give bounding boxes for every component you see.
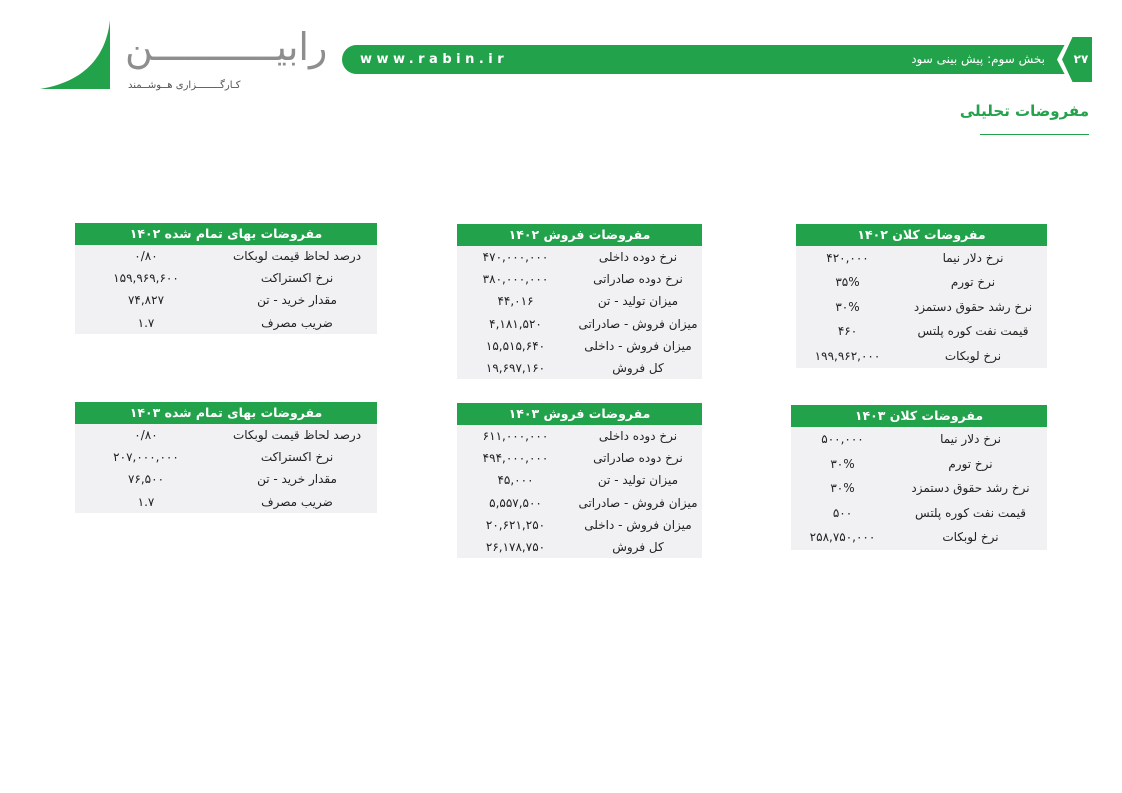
row-value: ۳۰%	[830, 456, 855, 471]
table-row	[457, 492, 702, 514]
section-title: بخش سوم: پیش بینی سود	[911, 52, 1045, 66]
row-label: مقدار خرید - تن	[257, 293, 337, 308]
table-row	[457, 246, 702, 268]
row-label: ضریب مصرف	[261, 315, 333, 330]
row-label: نرخ دوده داخلی	[598, 429, 678, 443]
row-label: نرخ دوده صادراتی	[593, 272, 683, 287]
table-row	[457, 425, 702, 447]
row-value: ۳۰%	[830, 481, 855, 496]
table-body	[75, 245, 377, 334]
row-label: درصد لحاظ قیمت لوبکات	[232, 249, 362, 263]
table-row	[796, 344, 1047, 368]
row-value: ۴۴,۰۱۶	[497, 294, 534, 309]
row-value: ۵۰۰,۰۰۰	[821, 432, 864, 446]
table-row	[75, 267, 377, 289]
table-row	[457, 357, 702, 379]
heading-underline	[980, 134, 1089, 135]
table-title: مفروضات فروش ۱۴۰۲	[457, 224, 702, 246]
row-label: نرخ رشد حقوق دستمزد	[911, 481, 1030, 496]
table-body	[796, 246, 1047, 368]
row-value: ۳۵%	[835, 275, 860, 290]
row-label: کل فروش	[612, 539, 664, 554]
table-row	[75, 491, 377, 513]
site-url-link[interactable]: www.rabin.ir	[360, 52, 509, 67]
table-row	[791, 452, 1047, 477]
row-label: درصد لحاظ قیمت لوبکات	[232, 428, 362, 442]
table-title: مفروضات بهای تمام شده ۱۴۰۳	[75, 402, 377, 424]
row-label: نرخ دلار نیما	[942, 251, 1004, 265]
row-label: نرخ لوبکات	[942, 530, 999, 545]
table-title: مفروضات کلان ۱۴۰۲	[796, 224, 1047, 246]
row-value: ۱۹۹,۹۶۲,۰۰۰	[814, 348, 881, 363]
header-bar	[342, 45, 1093, 74]
row-value: ۴۶۰	[837, 324, 858, 339]
row-label: نرخ دوده داخلی	[598, 250, 678, 264]
row-label: میزان فروش - صادراتی	[578, 495, 698, 510]
row-label: نرخ تورم	[950, 275, 996, 290]
row-value: ۷۶,۵۰۰	[127, 472, 165, 487]
row-value: ۱۹,۶۹۷,۱۶۰	[485, 360, 546, 375]
table-row	[75, 289, 377, 311]
row-value: ۲۵۸,۷۵۰,۰۰۰	[809, 530, 876, 545]
row-value: ۵,۵۵۷,۵۰۰	[489, 495, 542, 510]
table-row	[791, 501, 1047, 526]
table-row	[457, 268, 702, 290]
table-row	[791, 427, 1047, 452]
row-label: مقدار خرید - تن	[257, 472, 337, 487]
table-macro-1403	[791, 405, 1047, 550]
table-row	[796, 319, 1047, 343]
table-body	[75, 424, 377, 513]
row-value: ۲۰,۶۲۱,۲۵۰	[485, 517, 546, 532]
row-label: میزان فروش - صادراتی	[578, 316, 698, 331]
row-label: میزان تولید - تن	[597, 473, 679, 488]
page-heading: مفروضات تحلیلی	[959, 102, 1089, 120]
row-label: میزان تولید - تن	[597, 294, 679, 309]
row-value: ۷۴,۸۲۷	[127, 293, 165, 308]
row-value: ۳۸۰,۰۰۰,۰۰۰	[482, 272, 549, 287]
row-label: میزان فروش - داخلی	[584, 338, 692, 353]
row-value: ۴۷۰,۰۰۰,۰۰۰	[482, 250, 549, 264]
row-value: ۴۲۰,۰۰۰	[826, 251, 869, 265]
brand-name: رابیـــــــــــن	[125, 25, 328, 69]
table-title: مفروضات بهای تمام شده ۱۴۰۲	[75, 223, 377, 245]
table-sales-1403	[457, 403, 702, 558]
row-value: ۴۵,۰۰۰	[497, 473, 534, 488]
table-row	[75, 312, 377, 334]
page-number: ۲۷	[1073, 52, 1089, 66]
row-value: ۲۶,۱۷۸,۷۵۰	[485, 539, 546, 554]
brand-tagline: کـارگــــــــزاری هــوشــمند	[128, 80, 241, 91]
row-value: ۳۰%	[835, 299, 860, 314]
row-label: نرخ دلار نیما	[940, 432, 1001, 446]
table-sales-1402	[457, 224, 702, 379]
row-value: ۰/۸۰	[134, 428, 158, 442]
row-label: نرخ رشد حقوق دستمزد	[913, 299, 1033, 314]
row-value: ۴۹۴,۰۰۰,۰۰۰	[482, 451, 549, 466]
table-title: مفروضات کلان ۱۴۰۳	[791, 405, 1047, 427]
row-label: نرخ دوده صادراتی	[593, 451, 683, 466]
row-label: نرخ لوبکات	[944, 348, 1002, 363]
row-value: ۱.۷	[137, 315, 155, 330]
row-label: کل فروش	[612, 360, 664, 375]
table-row	[75, 468, 377, 490]
table-row	[457, 536, 702, 558]
row-label: نرخ اکستراکت	[260, 271, 334, 286]
table-cost-1403	[75, 402, 377, 513]
table-body	[457, 425, 702, 558]
table-row	[75, 245, 377, 267]
row-value: ۱۵,۵۱۵,۶۴۰	[485, 338, 546, 353]
table-row	[457, 469, 702, 491]
table-title: مفروضات فروش ۱۴۰۳	[457, 403, 702, 425]
table-row	[791, 476, 1047, 501]
table-row	[75, 446, 377, 468]
row-label: نرخ اکستراکت	[260, 450, 334, 465]
row-label: نرخ تورم	[948, 456, 993, 471]
table-row	[457, 335, 702, 357]
row-label: ضریب مصرف	[261, 494, 333, 509]
row-value: ۲۰۷,۰۰۰,۰۰۰	[113, 450, 179, 465]
table-row	[457, 313, 702, 335]
table-row	[796, 295, 1047, 319]
row-label: قیمت نفت کوره پلتس	[917, 324, 1029, 339]
table-row	[457, 290, 702, 312]
row-label: قیمت نفت کوره پلتس	[915, 505, 1026, 520]
table-macro-1402	[796, 224, 1047, 368]
table-row	[791, 525, 1047, 550]
logo-swoosh-icon	[38, 18, 118, 93]
row-value: ۶۱۱,۰۰۰,۰۰۰	[482, 429, 549, 443]
row-value: ۱۵۹,۹۶۹,۶۰۰	[113, 271, 179, 286]
table-row	[75, 424, 377, 446]
table-body	[791, 427, 1047, 550]
row-value: ۴,۱۸۱,۵۲۰	[489, 316, 542, 331]
row-value: ۱.۷	[137, 494, 155, 509]
row-value: ۰/۸۰	[134, 249, 158, 263]
row-value: ۵۰۰	[832, 505, 853, 520]
table-cost-1402	[75, 223, 377, 334]
row-label: میزان فروش - داخلی	[584, 517, 692, 532]
table-row	[457, 514, 702, 536]
table-row	[457, 447, 702, 469]
table-row	[796, 246, 1047, 270]
table-body	[457, 246, 702, 379]
table-row	[796, 270, 1047, 294]
